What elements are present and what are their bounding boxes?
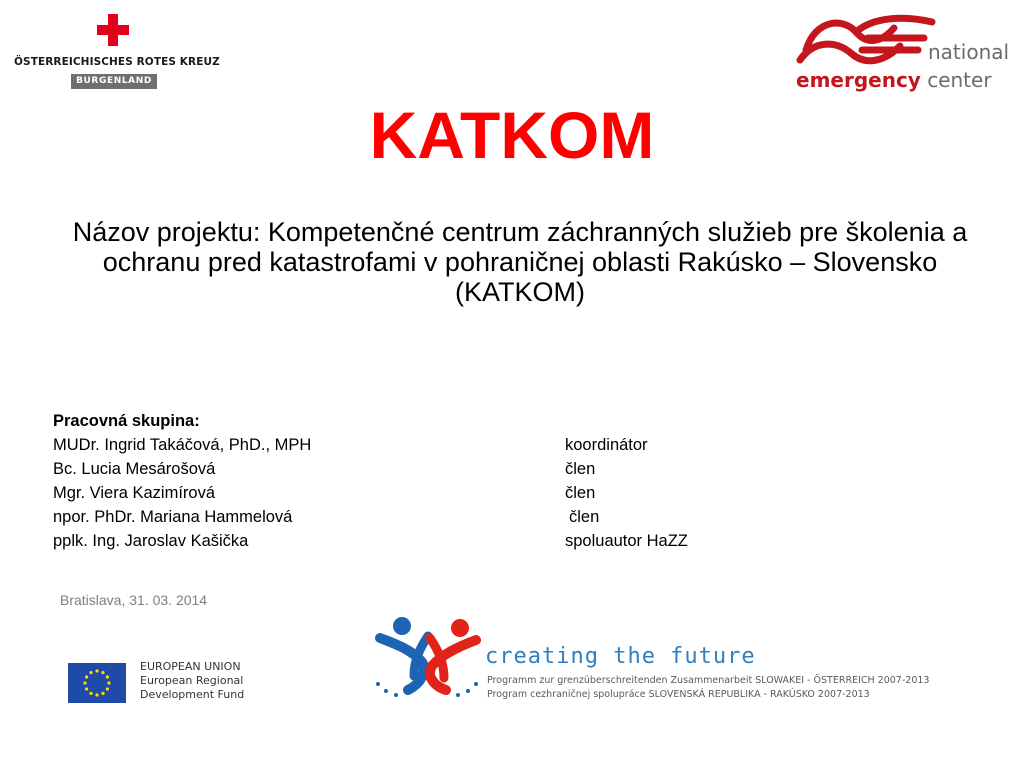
ctf-title: creating the future (485, 644, 756, 669)
people-stars-icon (372, 614, 482, 698)
working-group-heading: Pracovná skupina: (53, 412, 200, 430)
member-name: npor. PhDr. Mariana Hammelová (53, 508, 293, 526)
member-row (53, 505, 753, 529)
member-role: koordinátor (565, 436, 648, 454)
date-location: Bratislava, 31. 03. 2014 (60, 592, 208, 608)
page-title: KATKOM (369, 98, 655, 172)
member-row (53, 529, 753, 553)
red-cross-region: BURGENLAND (71, 74, 157, 89)
member-name: MUDr. Ingrid Takáčová, PhD., MPH (53, 436, 312, 454)
ctf-program-line1: Programm zur grenzüberschreitenden Zusammenarbeit SLOWAKEI - ÖSTERREICH 2007-2013 (487, 675, 930, 686)
ctf-program-line2: Program cezhraničnej spolupráce SLOVENSKÁ REPUBLIKA - RAKÚSKO 2007-2013 (487, 689, 870, 700)
red-cross-name: ÖSTERREICHISCHES ROTES KREUZ (14, 56, 220, 68)
member-row (53, 457, 753, 481)
working-group (53, 409, 753, 553)
nec-national-text: national (928, 40, 1010, 64)
nec-swoosh-icon (796, 10, 936, 76)
member-role: spoluautor HaZZ (565, 532, 688, 550)
member-role: člen (565, 484, 596, 502)
project-name: Názov projektu: Kompetenčné centrum záchranných služieb pre školenia a ochranu pred katastrofami v pohraničnej oblasti Rakúsko – Slovensko (KATKOM) (72, 217, 968, 307)
red-cross-logo (14, 14, 220, 92)
eu-flag-icon (68, 663, 126, 703)
eu-line1: EUROPEAN UNION (140, 660, 241, 673)
member-row (53, 481, 753, 505)
nec-logo (796, 10, 1016, 96)
member-name: Bc. Lucia Mesárošová (53, 460, 216, 478)
red-cross-icon (97, 14, 129, 46)
creating-the-future-logo (372, 614, 972, 704)
eu-logo (68, 660, 268, 704)
member-row (53, 433, 753, 457)
member-role: člen (569, 508, 600, 526)
member-role: člen (565, 460, 596, 478)
nec-center-text: center (927, 68, 992, 92)
nec-emergency-text: emergency (796, 68, 921, 92)
eu-line2: European Regional (140, 674, 244, 687)
eu-text (140, 660, 244, 702)
eu-line3: Development Fund (140, 688, 245, 701)
nec-line2 (796, 68, 992, 92)
member-name: Mgr. Viera Kazimírová (53, 484, 216, 502)
member-name: pplk. Ing. Jaroslav Kašička (53, 532, 249, 550)
